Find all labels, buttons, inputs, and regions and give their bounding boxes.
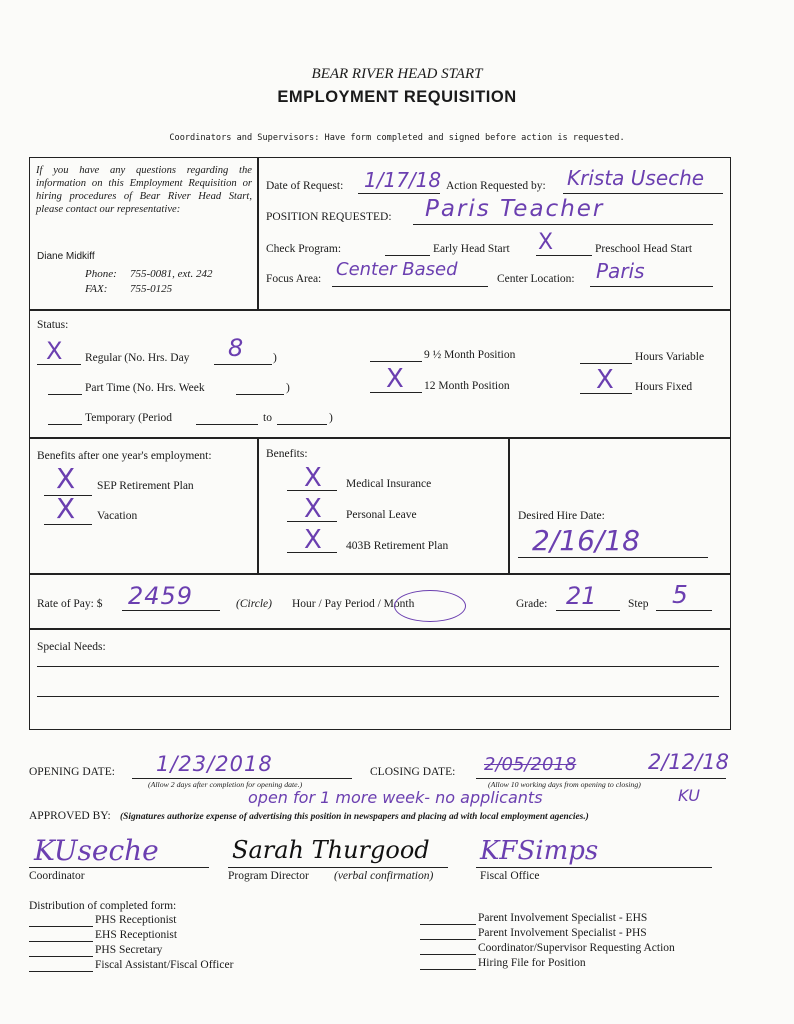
- focus-area-line: [332, 286, 488, 287]
- sep-label: SEP Retirement Plan: [97, 480, 194, 492]
- org-name: BEAR RIVER HEAD START: [311, 66, 483, 82]
- focus-area-label: Focus Area:: [266, 273, 322, 285]
- regular-hours-line: [214, 364, 272, 365]
- parttime-line: [48, 394, 82, 395]
- nine-month-label: 9 ½ Month Position: [424, 349, 516, 361]
- closing-date-line: [476, 778, 726, 779]
- vacation-label: Vacation: [97, 510, 138, 522]
- step-label: Step: [628, 598, 649, 610]
- temporary-start-line: [196, 424, 258, 425]
- closing-date-note: (Allow 10 working days from opening to closing): [488, 780, 641, 789]
- contact-text: If you have any questions regarding the information on this Employment Requisition or hiring procedures of Bear River Head Start, please contact our representative:: [36, 165, 252, 215]
- coordinator-label: Coordinator: [29, 870, 85, 882]
- director-signature: Sarah Thurgood: [232, 836, 430, 864]
- contact-phone: 755-0081, ext. 242: [130, 268, 213, 280]
- benefits-divider-1: [257, 438, 259, 574]
- desired-hire-date-label: Desired Hire Date:: [518, 510, 605, 522]
- preschool-head-start-label: Preschool Head Start: [595, 243, 693, 255]
- special-needs-line-2: [37, 696, 719, 697]
- special-needs-label: Special Needs:: [37, 641, 106, 653]
- closing-date-struck: 2/05/2018: [484, 754, 577, 775]
- center-location-label: Center Location:: [497, 273, 575, 285]
- coordinator-signature-line: [29, 867, 209, 868]
- sep-check-mark: X: [56, 462, 76, 495]
- temporary-label: Temporary (Period: [85, 412, 173, 424]
- benefits-label: Benefits:: [266, 448, 308, 460]
- pay-period-options: Hour / Pay Period / Month: [292, 598, 415, 610]
- step-line: [656, 610, 712, 611]
- regular-check-mark: X: [46, 337, 63, 365]
- special-needs-section: [29, 629, 731, 730]
- benefits-after-label: Benefits after one year's employment:: [37, 450, 212, 462]
- distribution-right-item: Parent Involvement Specialist - EHS: [478, 912, 648, 924]
- hours-fixed-label: Hours Fixed: [635, 381, 693, 393]
- distribution-left-line: [29, 926, 93, 927]
- temporary-to-label: to: [263, 412, 272, 424]
- distribution-left-item: Fiscal Assistant/Fiscal Officer: [95, 959, 234, 971]
- section-divider: [257, 157, 259, 310]
- preschool-head-start-line: [536, 255, 592, 256]
- grade-value: 21: [566, 582, 597, 610]
- coordinator-signature: KUseche: [34, 834, 159, 867]
- twelve-month-label: 12 Month Position: [424, 380, 510, 392]
- program-director-label: Program Director: [228, 870, 309, 882]
- distribution-left-item: EHS Receptionist: [95, 929, 178, 941]
- position-label: POSITION REQUESTED:: [266, 211, 392, 223]
- grade-label: Grade:: [516, 598, 548, 610]
- distribution-label: Distribution of completed form:: [29, 900, 177, 912]
- contact-name: Diane Midkiff: [37, 251, 95, 262]
- personal-check-mark: X: [304, 494, 322, 524]
- early-head-start-line: [385, 255, 430, 256]
- distribution-left-line: [29, 941, 93, 942]
- verbal-confirmation-label: (verbal confirmation): [334, 870, 434, 882]
- date-of-request-label: Date of Request:: [266, 180, 344, 192]
- action-requested-line: [563, 193, 723, 194]
- form-title: EMPLOYMENT REQUISITION: [277, 88, 517, 106]
- center-location-line: [590, 286, 713, 287]
- center-location-value: Paris: [596, 259, 645, 283]
- distribution-left-line: [29, 971, 93, 972]
- date-of-request-value: 1/17/18: [364, 168, 442, 192]
- parttime-hours-line: [236, 394, 284, 395]
- benefits-divider-2: [508, 438, 510, 574]
- retirement-label: 403B Retirement Plan: [346, 540, 449, 552]
- rate-of-pay-label: Rate of Pay: $: [37, 598, 103, 610]
- hours-variable-line: [580, 363, 632, 364]
- opening-date-line: [132, 778, 352, 779]
- distribution-right-item: Hiring File for Position: [478, 957, 586, 969]
- vacation-check-mark: X: [56, 492, 76, 525]
- nine-month-line: [370, 361, 422, 362]
- retirement-check-mark: X: [304, 525, 322, 555]
- grade-line: [556, 610, 620, 611]
- regular-close-paren: ): [273, 352, 277, 364]
- distribution-right-line: [420, 924, 476, 925]
- preschool-check-mark: X: [538, 230, 554, 255]
- hours-variable-label: Hours Variable: [635, 351, 705, 363]
- step-value: 5: [672, 580, 688, 609]
- distribution-left-item: PHS Receptionist: [95, 914, 177, 926]
- rate-of-pay-value: 2459: [128, 582, 194, 610]
- twelve-month-check-mark: X: [386, 364, 404, 394]
- distribution-right-item: Coordinator/Supervisor Requesting Action: [478, 942, 675, 954]
- distribution-left-line: [29, 956, 93, 957]
- circle-label: (Circle): [236, 598, 272, 610]
- action-requested-value: Krista Useche: [567, 166, 705, 190]
- distribution-right-line: [420, 969, 476, 970]
- regular-hours-value: 8: [228, 334, 244, 362]
- contact-fax-label: FAX:: [85, 283, 108, 295]
- temporary-line: [48, 424, 82, 425]
- desired-hire-date-value: 2/16/18: [532, 524, 640, 557]
- contact-fax: 755-0125: [130, 283, 173, 295]
- extension-initials: KU: [678, 786, 700, 805]
- medical-check-mark: X: [304, 463, 322, 493]
- approved-by-label: APPROVED BY:: [29, 810, 111, 822]
- approved-by-note: (Signatures authorize expense of advertising this position in newspapers and placing ad with local employment agencies.): [120, 812, 589, 822]
- opening-date-note: (Allow 2 days after completion for opening date.): [148, 780, 303, 789]
- rate-of-pay-line: [122, 610, 220, 611]
- temporary-end-line: [277, 424, 327, 425]
- status-label: Status:: [37, 319, 69, 331]
- special-needs-line-1: [37, 666, 719, 667]
- extension-note: open for 1 more week- no applicants: [248, 788, 543, 807]
- director-signature-line: [228, 867, 448, 868]
- temporary-close-paren: ): [329, 412, 333, 424]
- opening-date-label: OPENING DATE:: [29, 766, 115, 778]
- fiscal-signature-line: [476, 867, 712, 868]
- parttime-label: Part Time (No. Hrs. Week: [85, 382, 205, 394]
- hours-fixed-check-mark: X: [596, 365, 614, 395]
- distribution-left-item: PHS Secretary: [95, 944, 163, 956]
- form-instruction: Coordinators and Supervisors: Have form completed and signed before action is requested.: [169, 133, 625, 143]
- fiscal-signature: KFSimps: [480, 836, 599, 866]
- desired-hire-date-line: [518, 557, 708, 558]
- distribution-right-item: Parent Involvement Specialist - PHS: [478, 927, 647, 939]
- closing-date-label: CLOSING DATE:: [370, 766, 456, 778]
- fiscal-office-label: Fiscal Office: [480, 870, 540, 882]
- position-value: Paris Teacher: [425, 196, 605, 222]
- contact-phone-label: Phone:: [85, 268, 117, 280]
- date-of-request-line: [358, 193, 440, 194]
- regular-label: Regular (No. Hrs. Day: [85, 352, 190, 364]
- closing-date-value: 2/12/18: [648, 750, 729, 774]
- distribution-right-line: [420, 954, 476, 955]
- distribution-right-line: [420, 939, 476, 940]
- action-requested-label: Action Requested by:: [446, 180, 546, 192]
- check-program-label: Check Program:: [266, 243, 342, 255]
- month-circle: [394, 590, 466, 622]
- parttime-close-paren: ): [286, 382, 290, 394]
- position-line: [413, 224, 713, 225]
- opening-date-value: 1/23/2018: [156, 752, 273, 776]
- focus-area-value: Center Based: [336, 259, 458, 280]
- early-head-start-label: Early Head Start: [433, 243, 510, 255]
- personal-label: Personal Leave: [346, 509, 417, 521]
- medical-label: Medical Insurance: [346, 478, 432, 490]
